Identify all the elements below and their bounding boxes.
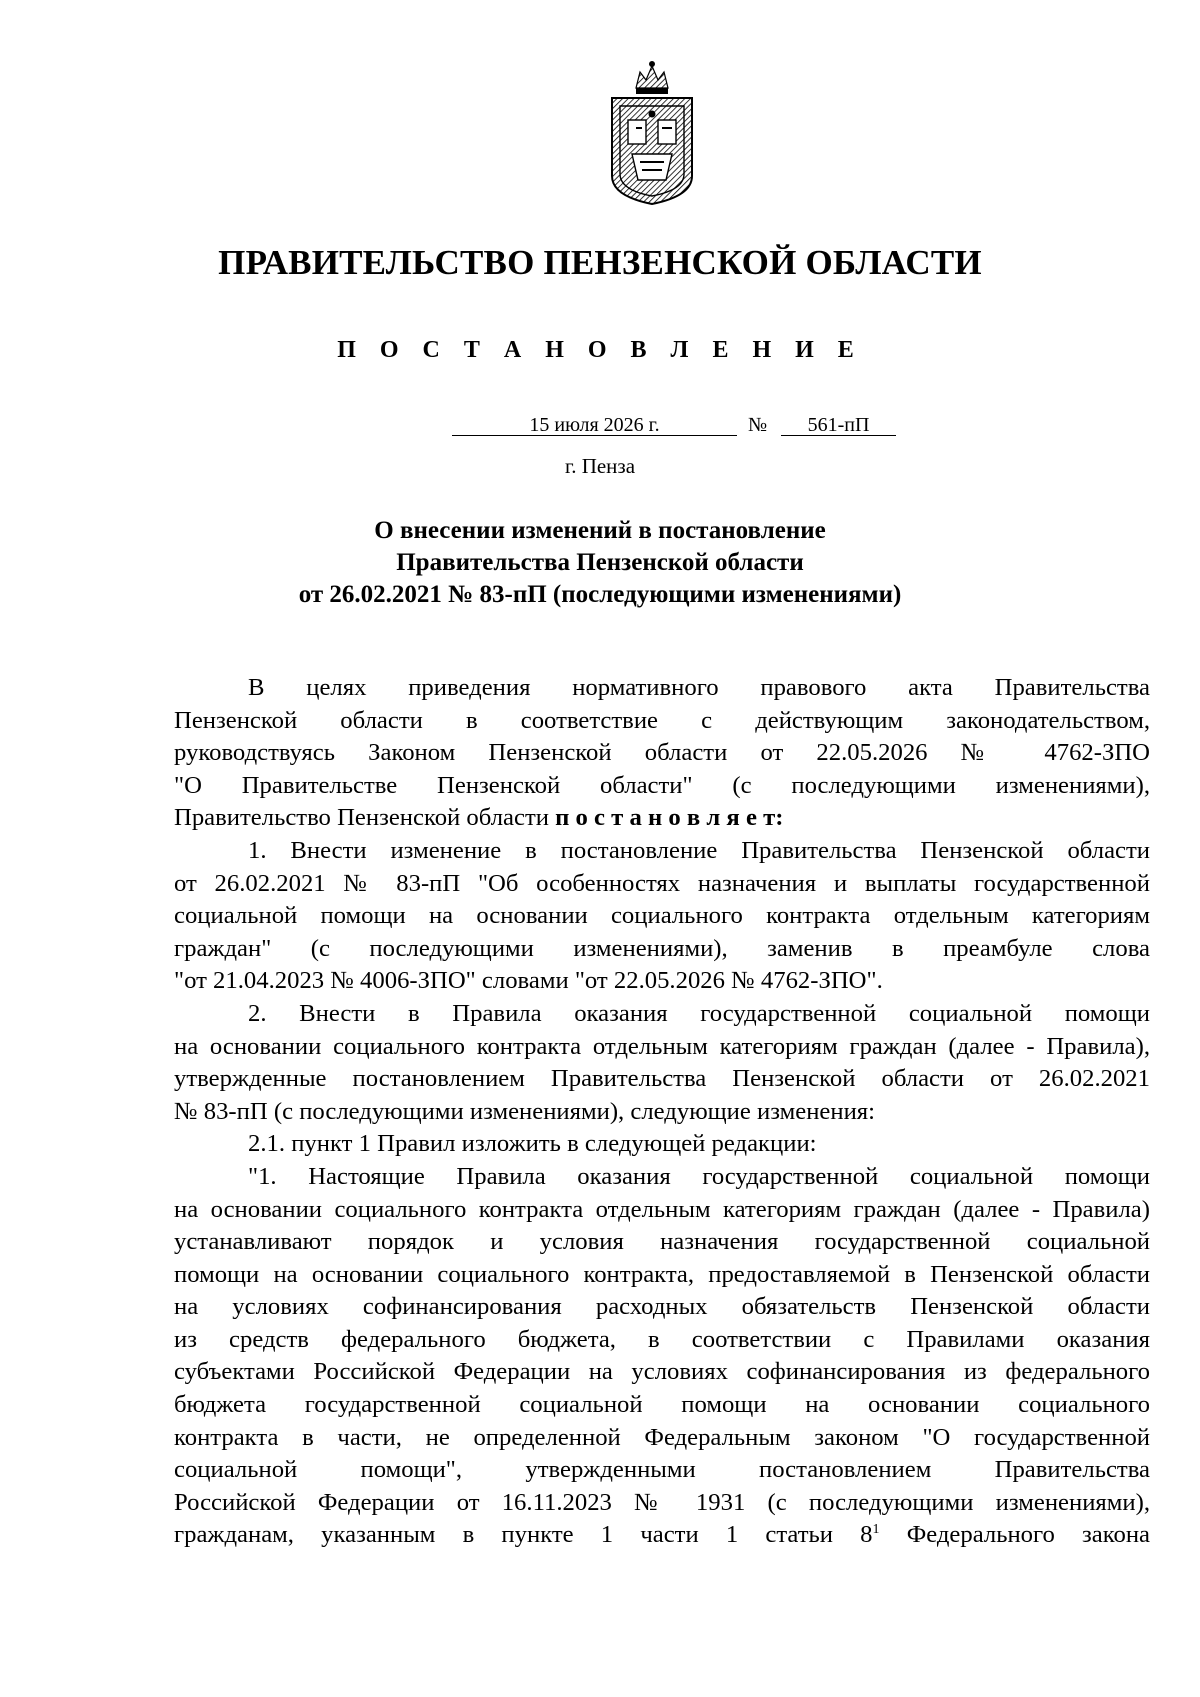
body-line [174,1519,1150,1552]
body-line: 2. Внести в Правила оказания государственной социальной помощи [248,999,1150,1027]
city-name: г. Пенза [564,454,636,478]
body-line: устанавливают порядок и условия назначения государственной социальной [174,1228,1150,1256]
heading-line: Правительства Пензенской области [396,549,804,576]
body-line: Российской Федерации от 16.11.2023 № 1931 (с последующими изменениями), [174,1488,1150,1516]
body-line: контракта в части, не определенной Федеральным законом "О государственной [174,1423,1150,1451]
body-line: помощи на основании социального контракта, предоставляемой в Пензенской области [174,1260,1150,1288]
heading-line: от 26.02.2021 № 83-пП (последующими изменениями) [298,581,902,608]
body-line: № 83-пП (с последующими изменениями), следующие изменения: [174,1097,876,1125]
document-type: П О С Т А Н О В Л Е Н И Е [337,337,863,363]
body-line: социальной помощи на основании социального контракта отдельным категориям [174,902,1150,930]
body-line: "от 21.04.2023 № 4006-ЗПО" словами "от 22.05.2026 № 4762-ЗПО". [174,967,883,995]
document-heading [0,515,1200,611]
heading-line: О внесении изменений в постановление [374,517,826,544]
number-sign: № [748,414,768,436]
body-line: руководствуясь Законом Пензенской области от 22.05.2026 № 4762-ЗПО [174,739,1150,767]
body-line: граждан" (с последующими изменениями), заменив в преамбуле слова [174,934,1150,962]
body-line: Пензенской области в соответствие с действующим законодательством, [174,706,1150,734]
government-title: ПРАВИТЕЛЬСТВО ПЕНЗЕНСКОЙ ОБЛАСТИ [218,243,982,282]
body-line: "О Правительстве Пензенской области" (с последующими изменениями), [174,771,1150,799]
body-line-text: Федерального закона [906,1521,1151,1549]
body-line: из средств федерального бюджета, в соответствии с Правилами оказания [174,1325,1150,1353]
body-line: утвержденные постановлением Правительства Пензенской области от 26.02.2021 [174,1065,1150,1093]
body-line: бюджета государственной социальной помощи на основании социального [174,1391,1150,1419]
body-line: на условиях софинансирования расходных обязательств Пензенской области [174,1293,1150,1321]
coat-of-arms-emblem-icon [606,58,698,208]
document-number: 561-пП [781,413,896,436]
body-line-text: гражданам, указанным в пункте 1 части 1 статьи 8 [174,1521,873,1549]
body-line: на основании социального контракта отдельным категориям граждан (далее - Правила), [174,1032,1150,1060]
body-line: 2.1. пункт 1 Правил изложить в следующей редакции: [248,1130,817,1158]
document-body [174,672,1150,1552]
superscript: 1 [872,1522,880,1538]
body-line: на основании социального контракта отдельным категориям граждан (далее - Правила) [174,1195,1150,1223]
body-line: от 26.02.2021 № 83-пП "Об особенностях назначения и выплаты государственной [174,869,1150,897]
body-line-text: Правительство Пензенской области [174,804,549,832]
body-line: социальной помощи", утвержденными постановлением Правительства [174,1456,1150,1484]
body-line [174,802,1150,835]
body-line: "1. Настоящие Правила оказания государственной социальной помощи [248,1162,1150,1190]
document-date: 15 июля 2026 г. [452,413,737,436]
decree-word: п о с т а н о в л я е т: [555,804,784,832]
body-line: В целях приведения нормативного правового акта Правительства [248,674,1150,701]
body-line: 1. Внести изменение в постановление Правительства Пензенской области [248,836,1150,864]
body-line: субъектами Российской Федерации на условиях софинансирования из федерального [174,1358,1150,1386]
